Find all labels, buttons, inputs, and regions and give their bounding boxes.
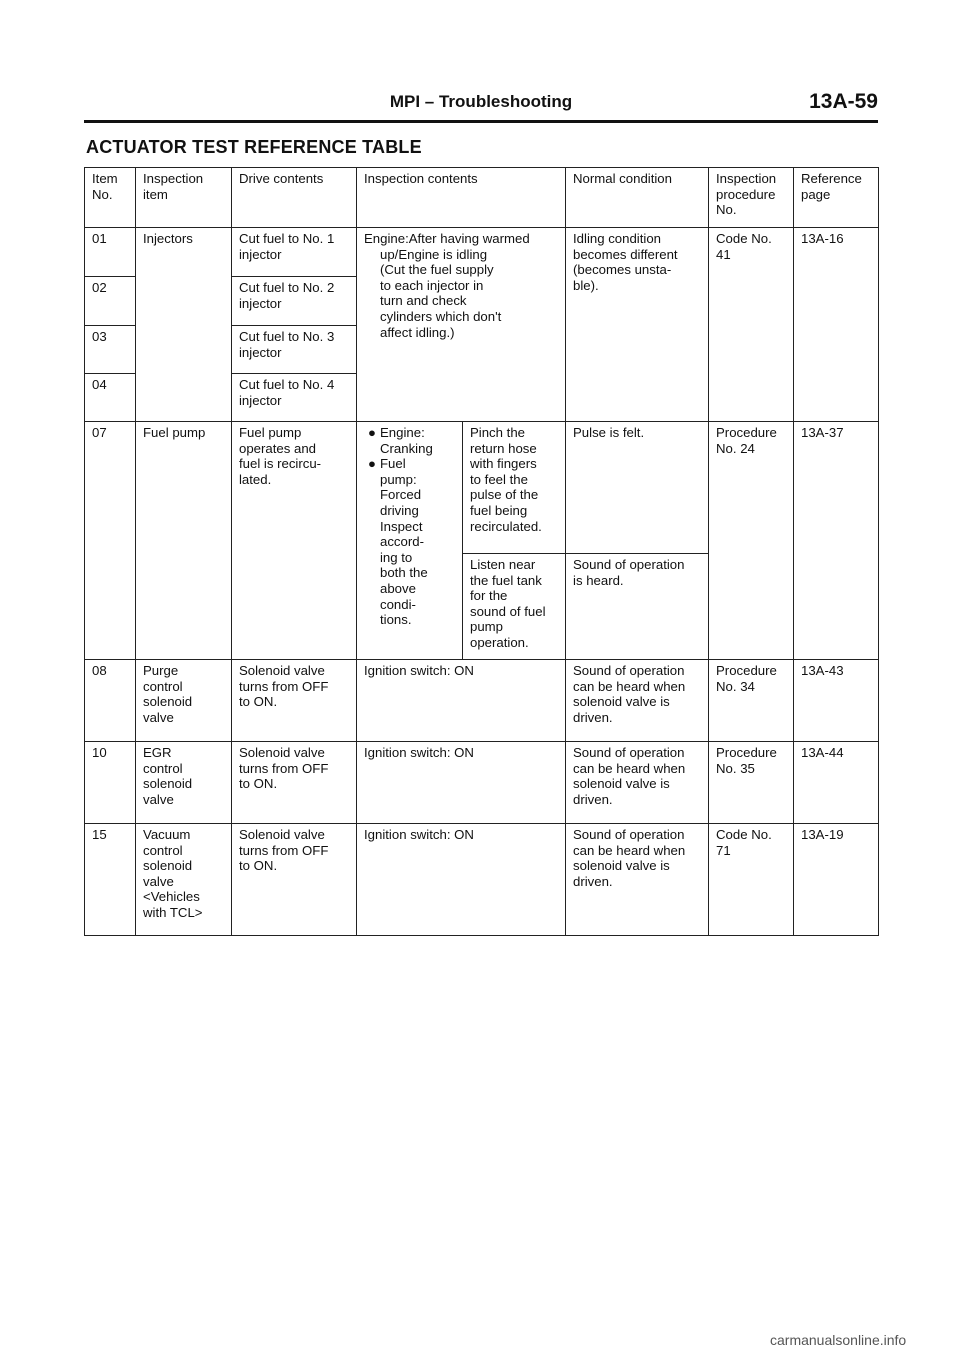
- inspection-conditions: [357, 422, 463, 660]
- inspection-line: Engine:After having warmed: [364, 231, 530, 246]
- item-no: 07: [85, 422, 136, 660]
- drive-contents: Cut fuel to No. 3 injector: [232, 326, 357, 374]
- drive-contents: Solenoid valve turns from OFF to ON.: [232, 824, 357, 936]
- normal-condition: Sound of operation can be heard when solenoid valve is driven.: [566, 660, 709, 742]
- drive-contents: Cut fuel to No. 1 injector: [232, 228, 357, 277]
- condition-label: Engine:: [380, 425, 425, 440]
- procedure-no: Code No. 41: [709, 228, 794, 422]
- page-number: 13A-59: [809, 90, 878, 113]
- inspection-item: EGR control solenoid valve: [136, 742, 232, 824]
- drive-contents: Solenoid valve turns from OFF to ON.: [232, 660, 357, 742]
- header-row: [85, 168, 879, 228]
- condition-detail: pump: Forced driving Inspect accord- ing to both the above condi- tions.: [380, 471, 428, 628]
- actuator-test-table: [84, 167, 879, 936]
- page-header: [84, 90, 878, 123]
- column-header: Normal condition: [566, 168, 709, 228]
- procedure-no: Procedure No. 34: [709, 660, 794, 742]
- bullet-icon: ●: [368, 425, 376, 440]
- inspection-contents: Ignition switch: ON: [357, 660, 566, 742]
- reference-page: 13A-37: [794, 422, 879, 660]
- table-row: [85, 824, 879, 936]
- column-header: Drive contents: [232, 168, 357, 228]
- drive-contents: Cut fuel to No. 4 injector: [232, 374, 357, 422]
- inspection-method: Pinch the return hose with fingers to feel the pulse of the fuel being recirculated.: [463, 422, 566, 554]
- column-header: Inspection procedure No.: [709, 168, 794, 228]
- table-row: [85, 660, 879, 742]
- condition-value: Cranking: [380, 440, 433, 456]
- inspection-item: Injectors: [136, 228, 232, 422]
- normal-condition: Sound of operation is heard.: [566, 554, 709, 660]
- procedure-no: Procedure No. 24: [709, 422, 794, 660]
- bullet-icon: ●: [368, 456, 376, 472]
- column-header: Item No.: [85, 168, 136, 228]
- reference-page: 13A-43: [794, 660, 879, 742]
- inspection-contents: Ignition switch: ON: [357, 824, 566, 936]
- procedure-no: Code No. 71: [709, 824, 794, 936]
- footer-watermark: carmanualsonline.info: [770, 1332, 907, 1348]
- column-header: Inspection item: [136, 168, 232, 228]
- condition-label: Fuel: [380, 456, 406, 472]
- normal-condition: Idling condition becomes different (becomes unsta- ble).: [566, 228, 709, 422]
- drive-contents: Cut fuel to No. 2 injector: [232, 277, 357, 326]
- item-no: 04: [85, 374, 136, 422]
- drive-contents: Fuel pump operates and fuel is recircu- lated.: [232, 422, 357, 660]
- column-header: Inspection contents: [357, 168, 566, 228]
- table-row: [85, 422, 879, 554]
- item-no: 02: [85, 277, 136, 326]
- table-row: [85, 228, 879, 277]
- reference-page: 13A-19: [794, 824, 879, 936]
- item-no: 10: [85, 742, 136, 824]
- inspection-method: Listen near the fuel tank for the sound of fuel pump operation.: [463, 554, 566, 660]
- procedure-no: Procedure No. 35: [709, 742, 794, 824]
- inspection-detail: up/Engine is idling (Cut the fuel supply to each injector in turn and check cylinders which don't affect idling.): [380, 246, 502, 340]
- inspection-item: Purge control solenoid valve: [136, 660, 232, 742]
- inspection-contents: Ignition switch: ON: [357, 742, 566, 824]
- item-no: 15: [85, 824, 136, 936]
- drive-contents: Solenoid valve turns from OFF to ON.: [232, 742, 357, 824]
- table-row: [85, 742, 879, 824]
- inspection-contents: [357, 228, 566, 422]
- item-no: 01: [85, 228, 136, 277]
- item-no: 03: [85, 326, 136, 374]
- normal-condition: Pulse is felt.: [566, 422, 709, 554]
- table-title: ACTUATOR TEST REFERENCE TABLE: [86, 137, 422, 157]
- normal-condition: Sound of operation can be heard when solenoid valve is driven.: [566, 824, 709, 936]
- normal-condition: Sound of operation can be heard when solenoid valve is driven.: [566, 742, 709, 824]
- inspection-item: Vacuum control solenoid valve <Vehicles with TCL>: [136, 824, 232, 936]
- reference-page: 13A-44: [794, 742, 879, 824]
- column-header: Reference page: [794, 168, 879, 228]
- reference-page: 13A-16: [794, 228, 879, 422]
- item-no: 08: [85, 660, 136, 742]
- inspection-item: Fuel pump: [136, 422, 232, 660]
- section-title: MPI – Troubleshooting: [389, 92, 573, 111]
